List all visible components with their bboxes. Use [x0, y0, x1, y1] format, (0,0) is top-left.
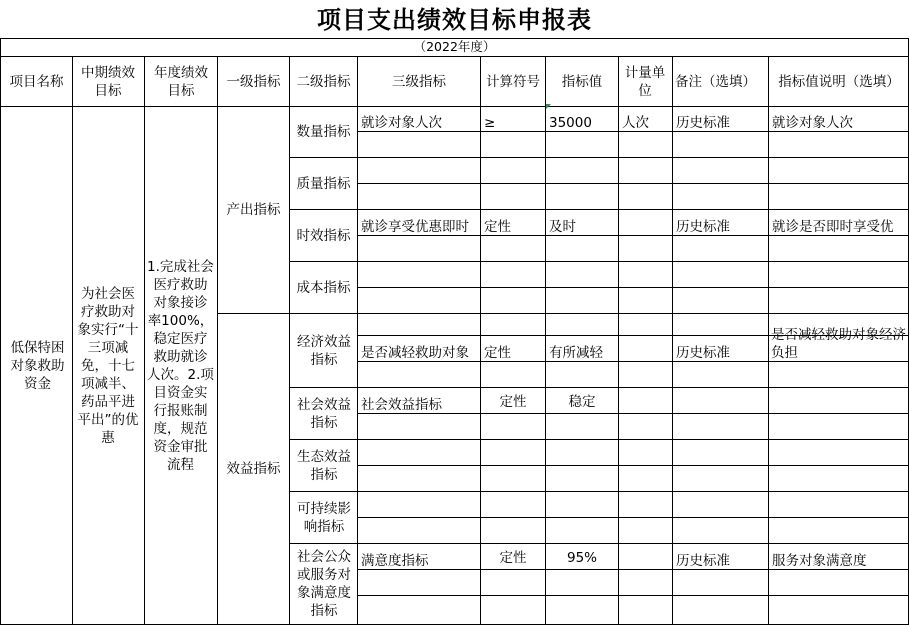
- grid-line: [357, 183, 909, 184]
- grid-line: [289, 157, 909, 158]
- grid-line: [0, 38, 1, 625]
- header-mid-target: 中期绩效目标: [81, 64, 135, 99]
- grid-line: [480, 56, 481, 625]
- grid-line: [289, 543, 909, 544]
- grid-line: [357, 465, 909, 466]
- grid-line: [72, 56, 73, 625]
- header-operator: 计算符号: [486, 73, 540, 90]
- row-social-level3: 社会效益指标: [361, 397, 442, 413]
- grid-line: [289, 439, 909, 440]
- row-satisfaction-value: 95%: [566, 550, 597, 566]
- row-timeliness-value: 及时: [549, 219, 576, 235]
- level2-satisfaction: 社会公众或服务对象满意度指标: [297, 549, 351, 619]
- grid-line: [768, 56, 769, 625]
- row-social-value: 稳定: [568, 394, 596, 410]
- level2-social: 社会效益指标: [297, 396, 351, 431]
- header-unit: 计量单位: [624, 64, 666, 99]
- level2-ecological: 生态效益指标: [297, 448, 351, 483]
- project-name: 低保特困对象救助资金: [10, 339, 65, 392]
- level2-sustainable: 可持续影响指标: [297, 500, 351, 535]
- row-timeliness-level3: 就诊享受优惠即时: [361, 219, 469, 235]
- row-timeliness-remark: 历史标准: [676, 219, 730, 235]
- cell-marker: [546, 104, 551, 109]
- header-level1: 一级指标: [226, 73, 281, 90]
- grid-line: [672, 56, 673, 625]
- row-economic-level3: 是否减轻救助对象: [361, 345, 469, 361]
- header-desc: 指标值说明（选填）: [778, 73, 900, 90]
- row-quantity-remark: 历史标准: [676, 115, 730, 131]
- form-title: 项目支出绩效目标申报表: [317, 6, 592, 34]
- row-quantity-unit: 人次: [622, 115, 649, 131]
- grid-line: [357, 595, 909, 596]
- row-social-operator: 定性: [499, 394, 527, 410]
- row-quantity-desc: 就诊对象人次: [772, 115, 853, 131]
- row-timeliness-operator: 定性: [484, 219, 511, 235]
- row-quantity-value: 35000: [549, 115, 592, 131]
- grid-line: [357, 517, 909, 518]
- header-project-name: 项目名称: [9, 73, 64, 90]
- row-quantity-operator: ≥: [484, 115, 496, 131]
- header-level2: 二级指标: [296, 73, 351, 90]
- row-timeliness-desc: 就诊是否即时享受优: [772, 219, 894, 235]
- grid-line: [618, 56, 619, 625]
- row-satisfaction-desc: 服务对象满意度: [772, 553, 867, 569]
- row-economic-operator: 定性: [484, 345, 511, 361]
- row-economic-remark: 历史标准: [676, 345, 730, 361]
- row-satisfaction-operator: 定性: [499, 550, 527, 566]
- row-economic-desc: 是否减轻救助对象经济负担: [771, 327, 906, 361]
- row-satisfaction-level3: 满意度指标: [361, 553, 429, 569]
- grid-line: [357, 56, 358, 625]
- header-level3: 三级指标: [392, 73, 446, 90]
- header-remark: 备注（选填）: [675, 73, 756, 90]
- grid-line: [144, 56, 145, 625]
- row-economic-value: 有所减轻: [549, 345, 603, 361]
- grid-line: [289, 261, 909, 262]
- level2-economic: 经济效益指标: [297, 333, 351, 368]
- grid-line: [545, 56, 546, 625]
- mid-term-target: 为社会医疗救助对象实行“十三项减免，十七项减半、药品平进平出”的优惠: [77, 285, 139, 446]
- level1-benefit: 效益指标: [226, 461, 281, 477]
- level2-timeliness: 时效指标: [296, 227, 351, 244]
- annual-target: 1.完成社会医疗救助对象接诊率100%，稳定医疗救助就诊人次。2.项目资金实行报账制度，规范资金审批流程: [147, 258, 214, 473]
- grid-line: [357, 287, 909, 288]
- level2-quantity: 数量指标: [296, 124, 351, 140]
- header-annual-target: 年度绩效目标: [154, 64, 208, 99]
- level2-cost: 成本指标: [296, 279, 351, 296]
- level2-quality: 质量指标: [296, 175, 351, 192]
- grid-line: [289, 209, 909, 210]
- level1-output: 产出指标: [226, 202, 281, 218]
- row-quantity-level3: 就诊对象人次: [361, 115, 442, 131]
- year-label: （2022年度）: [413, 39, 496, 54]
- grid-line: [289, 491, 909, 492]
- row-satisfaction-remark: 历史标准: [676, 553, 730, 569]
- grid-line: [289, 387, 909, 388]
- header-value: 指标值: [561, 73, 603, 90]
